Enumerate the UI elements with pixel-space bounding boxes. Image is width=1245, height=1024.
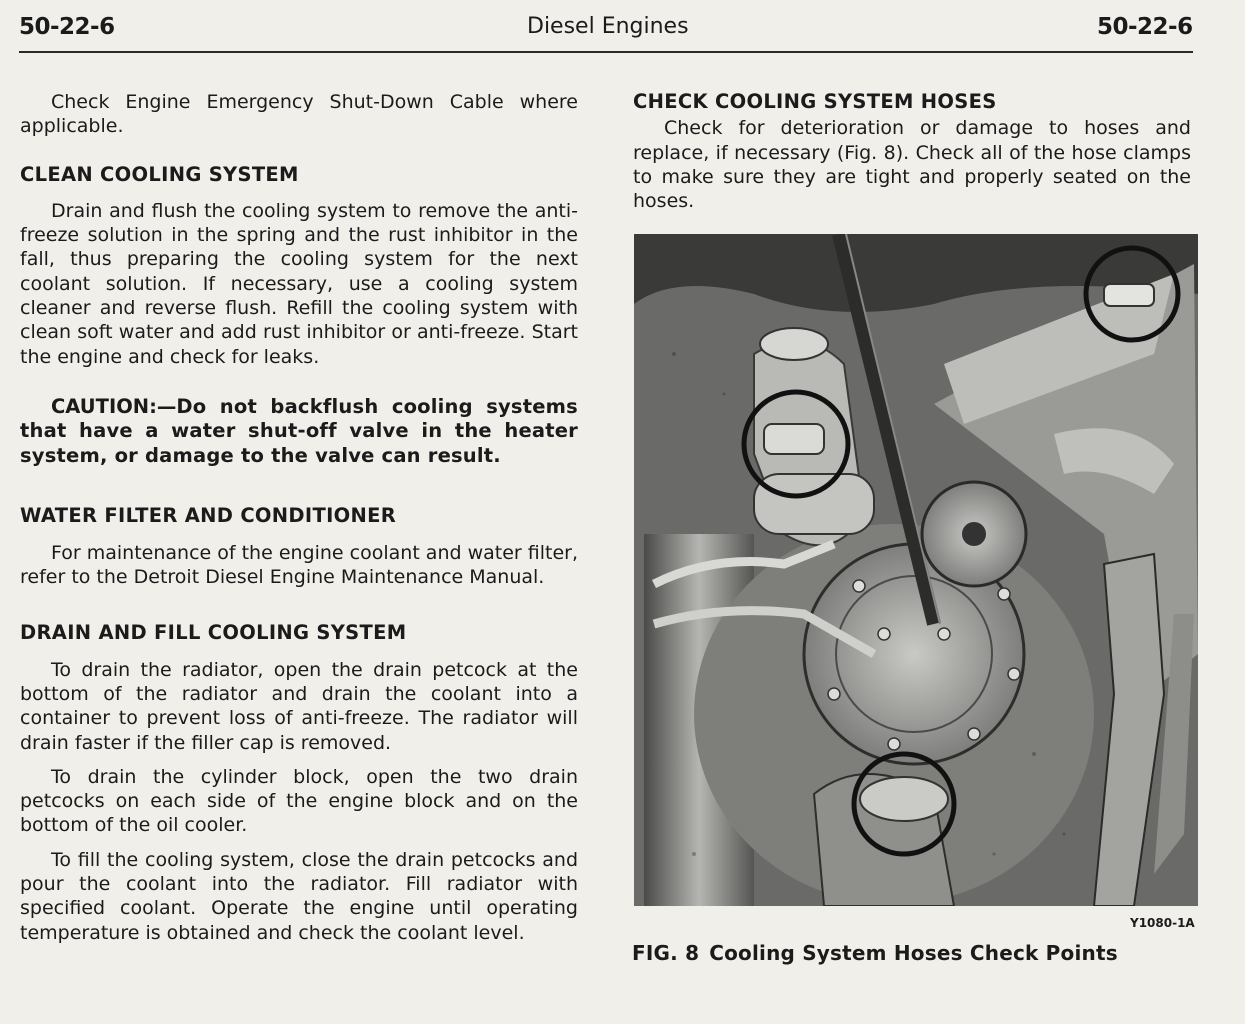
engine-photo (634, 234, 1198, 906)
water-filter-body: For maintenance of the engine coolant and water filter, refer to the Detroit Diesel Engine Maintenance Manual. (20, 541, 578, 589)
caution-label: CAUTION:— (51, 394, 177, 418)
figure-caption-text: Cooling System Hoses Check Points (709, 941, 1118, 965)
left-column (20, 90, 578, 945)
drain-paragraph-1: To drain the radiator, open the drain petcock at the bottom of the radiator and drain the coolant into a container to prevent loss of anti-freeze. The radiator will drain faster if the filler cap is removed. (20, 658, 578, 754)
header-rule (19, 51, 1193, 53)
engine-photo-illustration (634, 234, 1198, 906)
right-column (633, 90, 1191, 213)
water-filter-heading: WATER FILTER AND CONDITIONER (20, 504, 397, 528)
check-hoses-body: Check for deterioration or damage to hoses and replace, if necessary (Fig. 8). Check all of the hose clamps to make sure they are tight and properly seated on the hoses. (633, 117, 1191, 213)
drain-paragraph-3: To fill the cooling system, close the drain petcocks and pour the coolant into the radiator. Fill radiator with specified coolant. Operate the engine until operating temperature is obtained and check the coolant level. (20, 848, 578, 944)
figure-number: FIG. 8 (632, 941, 700, 965)
figure-id: Y1080-1A (1130, 916, 1195, 930)
drain-fill-heading: DRAIN AND FILL COOLING SYSTEM (20, 621, 407, 645)
figure-caption (632, 941, 1118, 965)
page-title: Diesel Engines (527, 14, 689, 39)
caution-notice (20, 395, 578, 469)
page-number-left: 50-22-6 (19, 14, 115, 40)
intro-paragraph: Check Engine Emergency Shut-Down Cable where applicable. (20, 91, 578, 138)
caution-text: Do not backflush cooling systems that have a water shut-off valve in the heater system, or damage to the valve can result. (20, 394, 578, 467)
clean-cooling-heading: CLEAN COOLING SYSTEM (20, 162, 299, 186)
page-number-right: 50-22-6 (1097, 14, 1193, 40)
drain-paragraph-2: To drain the cylinder block, open the two drain petcocks on each side of the engine block and on the bottom of the oil cooler. (20, 765, 578, 837)
clean-cooling-body: Drain and flush the cooling system to remove the anti-freeze solution in the spring and the rust inhibitor in the fall, thus preparing the cooling system for the next coolant solution. If necessary, use a cooling system cleaner and reverse flush. Refill the cooling system with clean soft water and add rust inhibitor or anti-freeze. Start the engine and check for leaks. (20, 199, 578, 368)
check-hoses-heading: CHECK COOLING SYSTEM HOSES (633, 90, 997, 113)
